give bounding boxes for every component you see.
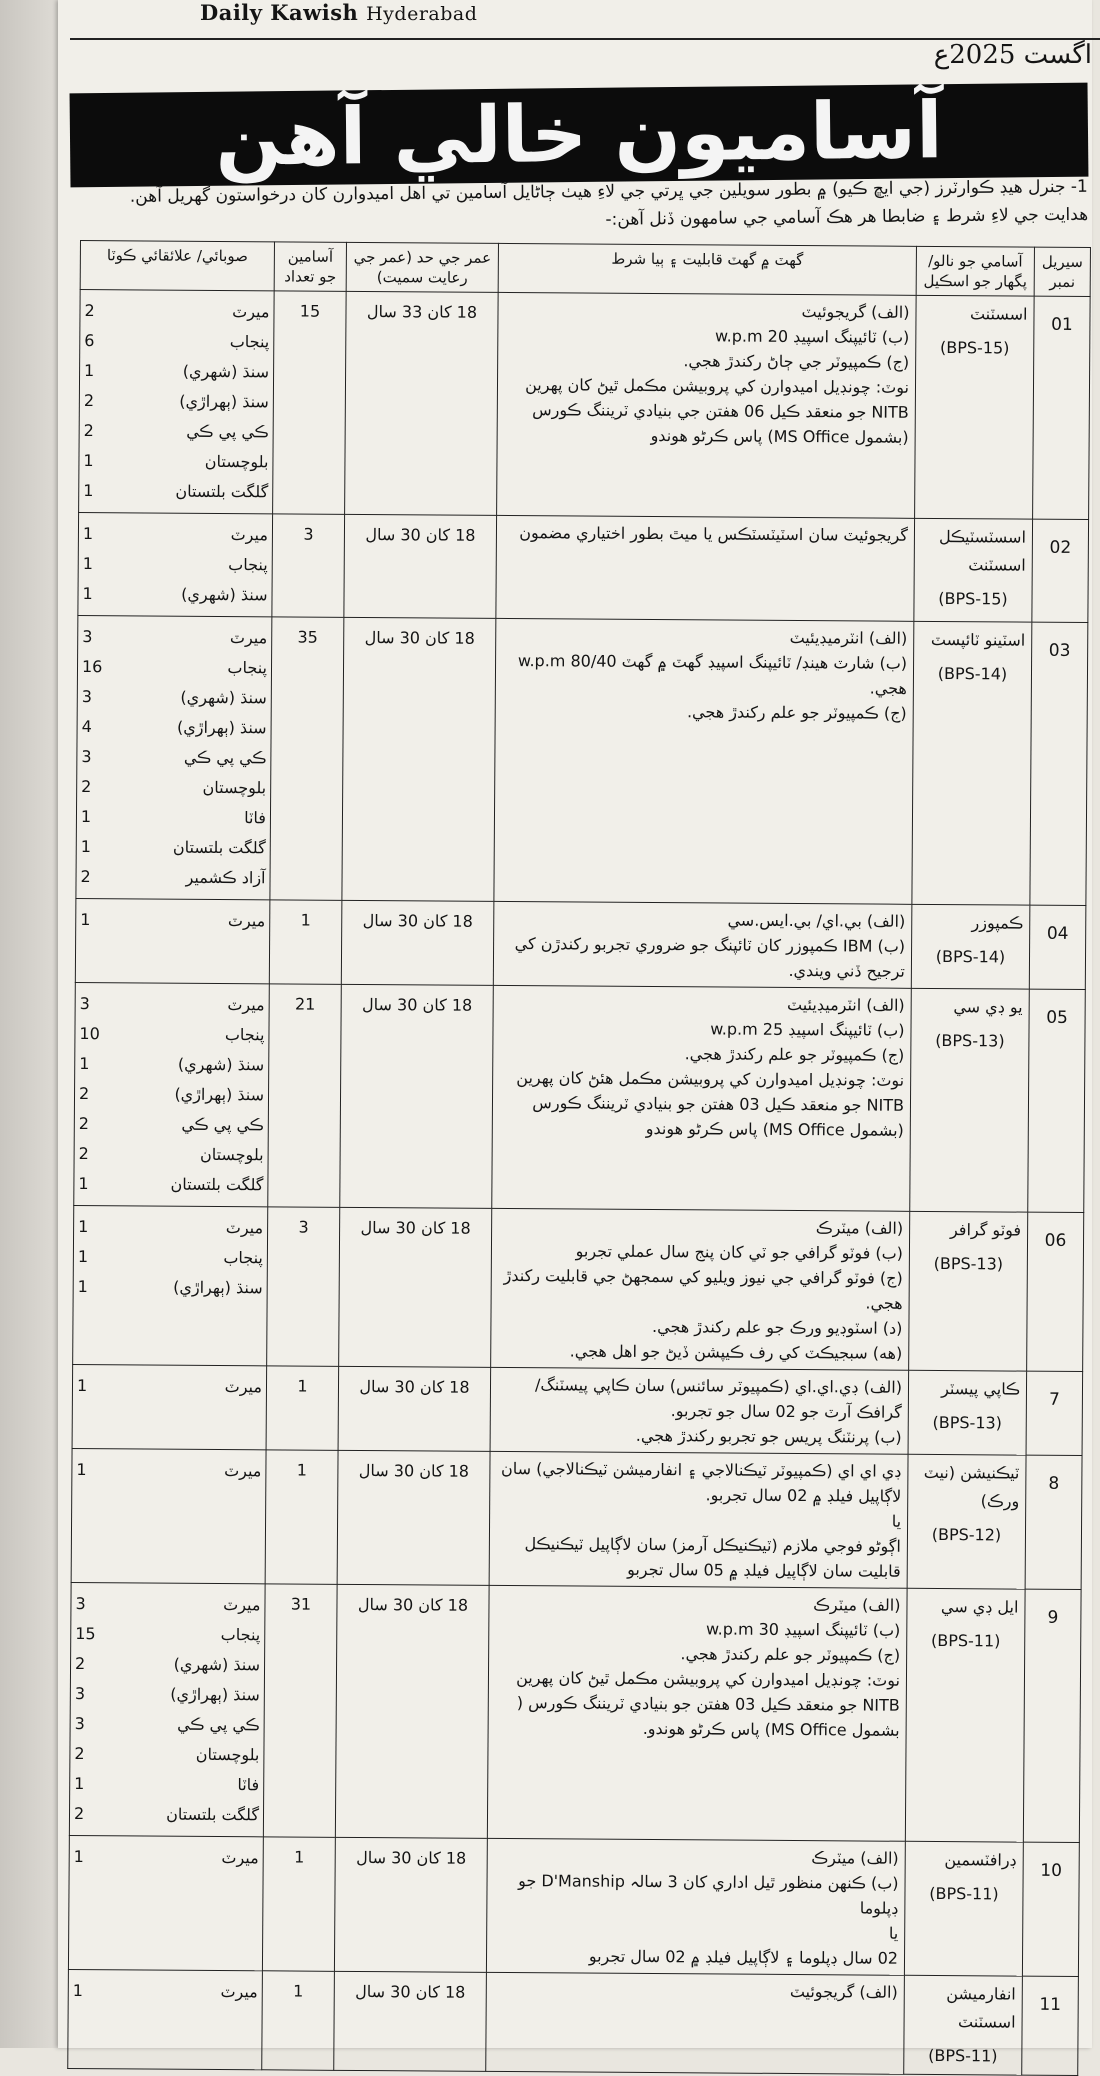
qualification-cell: [494, 618, 914, 904]
province-quota: [74, 1842, 259, 1873]
qualification-cell: [486, 1838, 905, 1975]
age-cell: 18 کان 30 سال: [337, 1450, 490, 1585]
qualification-line: (ج) ڪمپيوٽر جو علم رکندڙ هجي.: [684, 1044, 905, 1065]
age-cell: 18 کان 30 سال: [334, 1837, 487, 1972]
qualification-line: (ج) ڪمپيوٽر جي ڄاڻ رکندڙ هجي.: [683, 351, 910, 372]
province-count: 1: [82, 584, 93, 604]
post-cell: [904, 1841, 1023, 1976]
province-name: پنجاب: [220, 1625, 261, 1645]
province-quota: [81, 742, 266, 773]
province-count: 1: [77, 1247, 89, 1267]
province-count: 1: [82, 554, 93, 574]
province-count: 2: [78, 1144, 89, 1164]
post-cell: [909, 1211, 1028, 1371]
province-quota: [81, 712, 266, 743]
qualification-line: (ب) ٽائيپنگ اسپيڊ 30 w.p.m: [705, 1619, 901, 1640]
province-count: 3: [81, 747, 92, 767]
serial-cell: 03: [1030, 622, 1088, 905]
serial-cell: 06: [1027, 1212, 1084, 1371]
qualification-line: (الف) ميٽرڪ: [811, 1848, 899, 1868]
province-count: 3: [79, 994, 90, 1014]
province-cell: [68, 1969, 263, 2069]
province-count: 1: [80, 807, 92, 827]
province-count: 2: [81, 777, 92, 797]
province-count: 1: [78, 1174, 89, 1194]
province-quota: [75, 1589, 260, 1620]
qualification-cell: [496, 515, 915, 621]
age-cell: 18 کان 30 سال: [344, 514, 497, 618]
province-count: 1: [83, 481, 94, 501]
province-count: 1: [80, 837, 92, 857]
province-count: 16: [81, 657, 103, 677]
post-name: يو ڊي سي: [953, 997, 1023, 1017]
province-count: 1: [73, 1846, 84, 1867]
province-quota: [77, 1371, 262, 1402]
province-name: بلوچستان: [199, 1144, 264, 1165]
province-name: سنڌ (شهري): [173, 1654, 261, 1675]
province-quota: [75, 1649, 260, 1680]
province-quota: [73, 1976, 258, 2007]
province-cell: [79, 290, 275, 514]
age-cell: 18 کان 30 سال: [338, 1366, 491, 1451]
table-row: [75, 898, 1086, 989]
qualification-line: (ب) شارٽ هينڊ/ ٽائيپنگ اسپيڊ گهٽ ۾ گهٽ 80/40 w.p.m هجي.: [517, 651, 908, 698]
province-quota: [82, 652, 267, 683]
province-name: ميرٽ: [221, 1848, 259, 1868]
province-quota: [83, 446, 268, 477]
province-cell: [75, 898, 270, 983]
age-cell: 18 کان 30 سال: [341, 900, 494, 985]
pay-scale: (BPS-11): [929, 1883, 999, 1904]
province-count: 1: [78, 1217, 89, 1237]
post-name: ٽيڪنيشن (نيٽ ورڪ): [923, 1462, 1020, 1511]
table-row: [78, 512, 1089, 622]
table-row: [68, 1835, 1079, 1976]
qualification-cell: [490, 1367, 909, 1454]
province-quota: [83, 476, 268, 507]
post-name: ڪاپي پيسٽر: [941, 1379, 1021, 1399]
table-row: [79, 290, 1091, 520]
pay-scale: (BPS-14): [937, 663, 1008, 684]
count-cell: 1: [265, 1450, 338, 1584]
province-name: سنڌ (شهري): [182, 361, 270, 382]
post-name: اسسٽنٽ: [969, 304, 1028, 324]
post-name: ايل ڊي سي: [940, 1597, 1019, 1617]
province-count: 1: [72, 1980, 84, 2001]
province-name: فاٽا: [237, 1775, 260, 1795]
province-quota: [75, 1709, 260, 1740]
post-cell: [915, 295, 1035, 519]
province-quota: [78, 1169, 263, 1200]
qualification-cell: [493, 901, 912, 988]
province-count: 2: [84, 301, 95, 321]
province-name: سنڌ (ٻهراڙي): [174, 1084, 265, 1105]
table-row: [76, 615, 1088, 905]
pay-scale: (BPS-15): [938, 589, 1008, 609]
qualification-line: (ب) ٽائيپنگ اسپيڊ 20 w.p.m: [714, 326, 910, 347]
province-count: 2: [74, 1654, 86, 1674]
qualification-line: يا: [888, 1923, 899, 1943]
province-name: پنجاب: [227, 658, 268, 678]
province-name: ڪي پي ڪي: [181, 1114, 264, 1135]
vacancy-table-body: [68, 290, 1090, 2076]
province-cell: [69, 1582, 265, 1836]
table-row: [72, 1364, 1083, 1455]
masthead: [200, 0, 477, 25]
province-name: ڪي پي ڪي: [186, 421, 269, 442]
headline-title: آساميون خالي آهن: [214, 86, 944, 184]
qualification-line: (ب) فوٽو گرافي جو ٽي کان پنج سال عملي تجربو: [575, 1241, 904, 1263]
header-serial: سيريل نمبر: [1034, 247, 1090, 296]
province-count: 1: [76, 1460, 87, 1480]
province-quota: [82, 682, 267, 713]
province-count: 10: [79, 1024, 100, 1044]
qualification-line: 02 سال ڊپلوما ۽ لاڳاپيل فيلڊ ۾ 02 سال تجربو: [588, 1946, 899, 1968]
province-count: 2: [74, 1743, 85, 1764]
province-name: سنڌ (ٻهراڙي): [179, 391, 269, 412]
qualification-cell: [491, 1208, 910, 1370]
header-age: عمر جي حد (عمر جي رعايت سميت): [346, 242, 498, 292]
pay-scale: (BPS-11): [930, 1630, 1001, 1651]
province-name: گلگت بلتستان: [175, 481, 269, 502]
province-cell: [74, 982, 270, 1206]
table-row: [68, 1969, 1079, 2075]
province-quota: [75, 1679, 260, 1710]
serial-cell: 7: [1026, 1371, 1083, 1455]
province-name: ميرٽ: [224, 1461, 262, 1481]
qualification-line: (الف) ميٽرڪ: [813, 1595, 901, 1615]
province-name: ڪي پي ڪي: [177, 1714, 260, 1735]
age-cell: 18 کان 30 سال: [340, 984, 494, 1208]
qualification-line: (ج) ڪمپيوٽر جو علم رکندڙ هجي.: [686, 702, 907, 723]
province-count: 3: [81, 687, 93, 707]
province-quota: [84, 416, 269, 447]
province-name: سنڌ (شهري): [181, 584, 268, 605]
header-province: صوبائي/ علائقائي ڪوٽا: [80, 241, 274, 291]
post-name: فوٽو گرافر: [949, 1220, 1022, 1240]
qualification-line: (ب) پرنٽنگ پريس جو تجربو رکندڙ هجي.: [635, 1425, 902, 1447]
qualification-line: ڊي اي اي (ڪمپيوٽر ٽيڪنالاجي ۽ انفارميشن ٽيڪنالاجي) سان لاڳاپيل فيلڊ ۾ 02 سال تجربو.: [500, 1458, 902, 1506]
province-name: ميرٽ: [223, 1595, 261, 1615]
province-name: ميرٽ: [225, 1218, 264, 1238]
province-name: پنجاب: [228, 555, 268, 575]
province-quota: [80, 905, 265, 936]
province-quota: [82, 622, 267, 653]
province-quota: [81, 832, 266, 863]
province-cell: [73, 1205, 268, 1365]
headline-banner: [70, 83, 1089, 188]
header-count: آسامين جو تعداد: [274, 242, 346, 292]
province-quota: [84, 326, 269, 357]
province-cell: [68, 1835, 263, 1970]
qualification-line: اڳوڻو فوجي ملازم (ٽيڪنيڪل آرمز) سان لاڳاپيل ٽيڪنيڪل قابليت سان لاڳاپيل فيلڊ ۾ 05 سال تجربو: [524, 1534, 901, 1581]
province-quota: [84, 296, 269, 327]
post-cell: [914, 518, 1033, 622]
province-name: ميرٽ: [230, 525, 269, 545]
count-cell: 1: [266, 1366, 339, 1451]
province-quota: [83, 519, 268, 550]
qualification-cell: [486, 1972, 905, 2074]
province-quota: [74, 1739, 259, 1770]
province-count: 2: [78, 1084, 90, 1104]
count-cell: 1: [269, 900, 342, 985]
pay-scale: (BPS-13): [932, 1412, 1003, 1433]
province-name: بلوچستان: [195, 1744, 260, 1765]
province-quota: [78, 1212, 263, 1243]
qualification-line: (الف) گريجوئيٽ: [789, 1981, 898, 2002]
province-count: 2: [78, 1114, 90, 1134]
province-count: 6: [84, 331, 95, 351]
count-cell: 35: [270, 617, 344, 900]
intro-text: [80, 173, 1089, 240]
province-name: ڪي پي ڪي: [183, 747, 267, 768]
qualification-line: (ب) IBM ڪمپوزر کان ٽائپنگ جو ضروري تجربو رکندڙن کي ترجيح ڏني ويندي.: [514, 934, 906, 981]
header-qualification: گهٽ ۾ گهٽ قابليت ۽ ٻيا شرط: [498, 243, 916, 295]
province-quota: [76, 1455, 261, 1486]
province-count: 2: [83, 421, 94, 441]
province-name: ميرٽ: [227, 911, 266, 931]
qualification-line: نوٽ: چونڊيل اميدوارن کي پروبيشن مڪمل هئڻ کان پهرين NITB جو منعقد ڪيل 03 هفتن جو بنيادي ٽريننگ ڪورس (بشمول MS Office) پاس ڪرڻو هوندو: [516, 1068, 905, 1140]
age-cell: 18 کان 33 سال: [345, 291, 499, 515]
province-name: ميرٽ: [229, 628, 268, 648]
province-count: 2: [80, 867, 91, 887]
province-name: گلگت بلتستان: [166, 1804, 260, 1825]
masthead-paper: Daily Kawish: [200, 0, 359, 25]
table-row: [71, 1448, 1082, 1589]
qualification-line: (الف) ڊي.اي.اي (ڪمپيوٽر سائنس) سان ڪاپي پيسٽنگ/ گرافڪ آرٽ جو 02 سال جو تجربو.: [535, 1375, 903, 1422]
qualification-cell: [497, 292, 917, 518]
pay-scale: (BPS-13): [933, 1253, 1004, 1274]
post-name: انفارميشن اسسٽنٽ: [946, 1984, 1016, 2032]
age-cell: 18 کان 30 سال: [335, 1584, 489, 1838]
province-name: سنڌ (شهري): [180, 687, 267, 708]
province-name: پنجاب: [229, 332, 270, 352]
province-count: 1: [77, 1277, 88, 1297]
serial-cell: 01: [1033, 296, 1091, 519]
province-cell: [71, 1448, 266, 1583]
province-quota: [78, 1272, 263, 1303]
pay-scale: (BPS-11): [928, 2045, 998, 2066]
serial-cell: 10: [1022, 1842, 1079, 1976]
province-cell: [78, 512, 273, 616]
province-quota: [78, 1242, 263, 1273]
publish-date: اگست 2025ع: [933, 40, 1092, 70]
province-count: 1: [74, 1773, 85, 1794]
count-cell: 3: [272, 514, 345, 618]
province-quota: [80, 989, 265, 1020]
province-name: گلگت بلتستان: [170, 1174, 264, 1195]
province-count: 3: [74, 1683, 86, 1704]
pay-scale: (BPS-14): [935, 946, 1006, 967]
serial-cell: 8: [1025, 1455, 1082, 1589]
qualification-line: (الف) بي.اي/ بي.ايس.سي: [727, 910, 906, 931]
province-quota: [84, 356, 269, 387]
province-name: ميرٽ: [220, 1982, 258, 2002]
table-row: [69, 1582, 1081, 1842]
qualification-line: (الف) گريجوئيٽ: [801, 302, 910, 322]
age-cell: 18 کان 30 سال: [334, 1971, 487, 2071]
province-cell: [72, 1364, 267, 1449]
post-name: ڊرافٽسمين: [944, 1850, 1017, 1870]
serial-cell: 9: [1023, 1589, 1081, 1842]
province-quota: [80, 862, 265, 893]
province-name: بلوچستان: [202, 777, 267, 798]
post-cell: [905, 1588, 1025, 1842]
province-count: 3: [75, 1594, 86, 1614]
qualification-cell: [492, 985, 912, 1211]
page-gutter: [0, 0, 58, 2048]
header-rule: [70, 38, 1100, 40]
qualification-line: نوٽ: چونڊيل اميدوارن کي پروبيشن مڪمل ٿيڻ کان پهرين NITB جو منعقد ڪيل 06 هفتن جي بنيادي ٽريننگ ڪورس (بشمول MS Office) پاس ڪرڻو هوندو: [525, 375, 910, 447]
province-quota: [83, 549, 268, 580]
serial-cell: 02: [1032, 519, 1089, 622]
qualification-line: (الف) انٽرميڊيئيٽ: [786, 994, 905, 1015]
qualification-line: يا: [891, 1511, 902, 1531]
province-name: ميرٽ: [227, 995, 265, 1015]
province-name: سنڌ (شهري): [177, 1054, 265, 1075]
post-name: اسسٽسٽيڪل اسسٽنٽ: [938, 527, 1027, 575]
qualification-line: (د) اسٽوڊيو ورڪ جو علم رکندڙ هجي.: [652, 1317, 903, 1338]
post-cell: [907, 1454, 1026, 1589]
qualification-line: (ج) ڪمپيوٽر جو علم رکندڙ هجي.: [680, 1644, 901, 1665]
province-name: پنجاب: [223, 1248, 263, 1268]
qualification-line: گريجوئيٽ سان اسٽيٽسٽڪس يا ميٿ بطور اختياري مضمون: [519, 523, 909, 545]
province-count: 3: [74, 1713, 85, 1734]
pay-scale: (BPS-12): [931, 1524, 1002, 1545]
province-quota: [79, 1049, 264, 1080]
age-cell: 18 کان 30 سال: [339, 1207, 492, 1367]
serial-cell: 05: [1028, 989, 1086, 1212]
intro-line-2: هدايت جي لاءِ شرط ۽ ضابطا هر هڪ آسامي جي سامهون ڏنل آهن:-: [605, 204, 1089, 230]
count-cell: 21: [268, 984, 342, 1207]
qualification-line: (الف) ميٽرڪ: [815, 1218, 904, 1238]
province-count: 15: [75, 1624, 96, 1644]
province-count: 1: [83, 451, 94, 471]
qualification-cell: [487, 1585, 907, 1841]
count-cell: 15: [273, 291, 347, 514]
province-name: پنجاب: [224, 1025, 265, 1045]
province-quota: [81, 802, 266, 833]
province-quota: [74, 1799, 259, 1830]
count-cell: 31: [263, 1584, 337, 1837]
post-name: اسٽينو ٽائپسٽ: [930, 629, 1026, 650]
serial-cell: 11: [1022, 1976, 1079, 2075]
province-name: فاٽا: [244, 808, 267, 828]
province-name: سنڌ (ٻهراڙي): [173, 1277, 263, 1298]
province-count: 3: [82, 627, 93, 647]
table-row: [74, 982, 1086, 1212]
province-count: 1: [79, 1054, 90, 1074]
serial-cell: 04: [1029, 905, 1086, 989]
vacancy-table-wrap: [67, 240, 1090, 2076]
province-name: بلوچستان: [204, 451, 269, 472]
province-name: سنڌ (ٻهراڙي): [170, 1684, 260, 1705]
province-count: 2: [73, 1803, 85, 1824]
province-name: آزاد ڪشمير: [185, 867, 266, 888]
province-name: ميرٽ: [224, 1377, 263, 1397]
count-cell: 1: [262, 1971, 335, 2071]
province-quota: [74, 1769, 259, 1800]
province-count: 4: [81, 717, 92, 737]
header-post: آسامي جو نالو/ پگهار جو اسڪيل: [916, 246, 1034, 296]
qualification-line: (الف) انٽرميڊيئيٽ: [789, 627, 908, 648]
qualification-line: نوٽ: چونڊيل اميدوارن کي پروبيشن مڪمل ٿيڻ کان پهرين NITB جو منعقد ڪيل 03 هفتن جو بنيادي ٽريننگ ڪورس ( بشمول MS Office) پاس ڪرڻو هوندو.: [516, 1668, 901, 1740]
post-cell: [908, 1370, 1027, 1455]
pay-scale: (BPS-15): [940, 338, 1010, 358]
province-quota: [75, 1619, 260, 1650]
province-quota: [84, 386, 269, 417]
province-name: سنڌ (ٻهراڙي): [176, 717, 267, 738]
province-cell: [76, 615, 272, 899]
province-quota: [79, 1139, 264, 1170]
table-header-row: [80, 241, 1090, 297]
province-quota: [79, 1019, 264, 1050]
post-name: ڪمپوزر: [971, 913, 1024, 933]
province-count: 1: [80, 910, 91, 930]
count-cell: 3: [267, 1207, 340, 1366]
pay-scale: (BPS-13): [935, 1030, 1005, 1051]
qualification-line: (ب) ٽائيپنگ اسپيڊ 25 w.p.m: [710, 1019, 905, 1040]
province-count: 2: [83, 391, 95, 411]
age-cell: 18 کان 30 سال: [342, 617, 496, 901]
intro-line-1: 1- جنرل هيڊ ڪوارٽرز (جي ايڇ ڪيو) ۾ بطور سويلين جي ڀرتي جي لاءِ هيٺ ڄاڻايل آسامين تي اهل اميدوارن کان درخواستون گهريل آهن.: [129, 176, 1088, 207]
table-row: [73, 1205, 1084, 1371]
province-count: 1: [76, 1376, 88, 1396]
qualification-cell: [489, 1451, 908, 1588]
count-cell: 1: [262, 1837, 335, 1971]
post-cell: [904, 1975, 1023, 2075]
post-cell: [911, 904, 1030, 989]
qualification-line: (ج) فوٽو گرافي جي نيوز ويليو کي سمجهڻ جي قابليت رکندڙ هجي.: [503, 1265, 903, 1313]
province-quota: [82, 579, 267, 610]
qualification-line: (هه) سبجيڪٽ کي رف ڪيپشن ڏيڻ جو اهل هجي.: [569, 1341, 903, 1363]
province-quota: [79, 1079, 264, 1110]
post-cell: [910, 988, 1030, 1212]
province-name: ميرٽ: [232, 302, 270, 322]
province-name: گلگت بلتستان: [172, 837, 266, 858]
province-count: 1: [82, 524, 94, 544]
masthead-city: Hyderabad: [366, 3, 478, 25]
post-cell: [912, 621, 1032, 905]
province-count: 1: [84, 361, 95, 381]
qualification-line: (ب) ڪنهن منظور ٿيل اداري کان 3 سالہ D'Manship جو ڊپلوما: [518, 1871, 899, 1918]
province-quota: [81, 772, 266, 803]
vacancy-table: [67, 240, 1091, 2076]
province-quota: [79, 1109, 264, 1140]
